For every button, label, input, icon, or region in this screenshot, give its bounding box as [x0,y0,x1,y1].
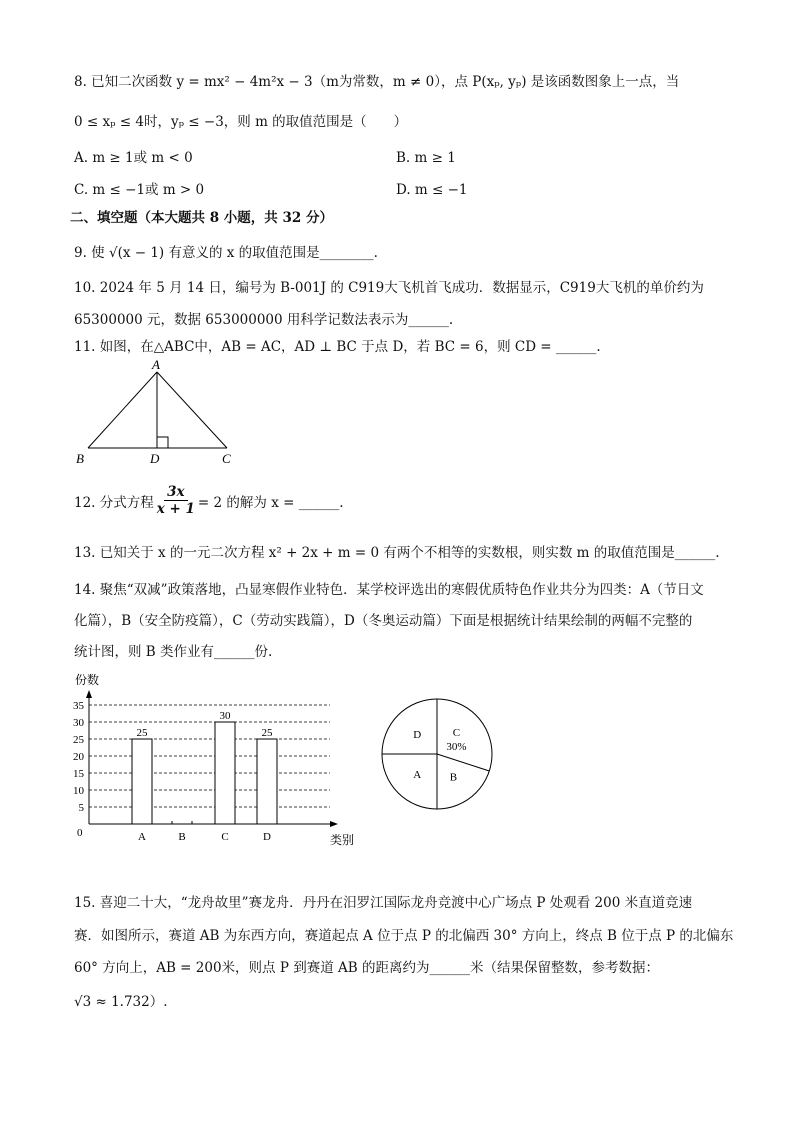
bar-a [132,739,152,824]
x-tick-label: A [138,831,146,843]
q8-option-a: A. m ≥ 1或 m < 0 [74,150,193,166]
bar-value-label: 30 [219,710,231,722]
q8-option-c: C. m ≤ −1或 m > 0 [74,182,205,198]
x-axis-title: 类别 [330,833,355,847]
side-ab [88,372,157,448]
q8-option-d: D. m ≤ −1 [396,182,468,198]
fraction [157,484,195,517]
question-15-line1: 15. 喜迎二十大，“龙舟故里”赛龙舟．丹丹在汨罗江国际龙舟竞渡中心广场点 P 处观看 200 米直道竞速 [74,895,693,911]
q8-stem-line2: 0 ≤ xₚ ≤ 4时，yₚ ≤ −3，则 m 的取值范围是（ ） [74,114,408,130]
question-12 [74,484,344,517]
question-14-line1: 14. 聚焦“双减”政策落地，凸显寒假作业特色．某学校评选出的寒假优质特色作业共分为四类：A（节日文 [74,582,704,598]
origin-label: 0 [77,827,83,839]
y-axis-title: 份数 [75,673,100,687]
question-13: 13. 已知关于 x 的一元二次方程 x² + 2x + m = 0 有两个不相等的实数根，则实数 m 的取值范围是______. [74,545,720,561]
pie-label-d: D [413,729,422,742]
x-axis-arrow [330,821,338,827]
pie-percent-label: 30% [446,740,467,753]
y-axis-arrow [86,690,92,698]
y-tick-label: 15 [73,768,84,780]
q12-suffix: = 2 的解为 x = ______. [197,494,344,511]
question-15-line2: 赛．如图所示，赛道 AB 为东西方向，赛道起点 A 位于点 P 的北偏西 30° 方向上，终点 B 位于点 P 的北偏东 [74,928,734,944]
label-b: B [76,451,84,466]
x-tick-label: D [263,831,271,843]
y-tick-label: 5 [78,802,84,814]
x-tick-label: B [178,831,186,843]
right-angle-mark [157,437,168,448]
x-tick-label: C [221,831,229,843]
y-tick-label: 30 [73,717,84,729]
label-d: D [150,451,160,466]
label-a: A [152,357,160,372]
denominator: x + 1 [156,501,195,517]
pie-label-c: C [452,726,461,739]
y-tick-label: 25 [73,734,84,746]
pie-label-b: B [449,771,458,784]
question-9: 9. 使 √(x − 1) 有意义的 x 的取值范围是________. [74,245,378,261]
q8-stem-line1: 8. 已知二次函数 y = mx² − 4m²x − 3（m为常数，m ≠ 0），点 P(xₚ, yₚ) 是该函数图象上一点，当 [74,74,680,90]
statistics-charts [0,660,794,860]
label-c: C [222,451,231,466]
numerator: 3x [164,484,187,501]
q8-option-b: B. m ≥ 1 [396,150,456,166]
y-tick-label: 20 [73,751,84,763]
question-15-line4: √3 ≈ 1.732）. [74,994,168,1010]
y-tick-label: 10 [73,785,84,797]
question-14-line3: 统计图，则 B 类作业有______份. [74,644,273,660]
y-tick-label: 35 [73,700,84,712]
question-14-line2: 化篇），B（安全防疫篇），C（劳动实践篇），D（冬奥运动篇）下面是根据统计结果绘制的两幅不完整的 [74,613,693,629]
pie-label-a: A [413,768,422,781]
bar-c [215,722,235,824]
bar-value-label: 25 [261,727,273,739]
question-11: 11. 如图，在△ABC中，AB = AC，AD ⊥ BC 于点 D，若 BC = 6，则 CD = ______. [74,339,601,355]
question-10-line2: 65300000 元，数据 653000000 用科学记数法表示为______. [74,312,454,328]
bar-d [257,739,277,824]
q12-prefix: 12. 分式方程 [74,494,154,511]
question-15-line3: 60° 方向上，AB = 200米，则点 P 到赛道 AB 的距离约为______米（结果保留整数，参考数据： [74,960,659,976]
question-10-line1: 10. 2024 年 5 月 14 日，编号为 B-001J 的 C919大飞机首飞成功．数据显示，C919大飞机的单价约为 [74,280,704,296]
bar-value-label: 25 [136,727,148,739]
section-title-fill-in: 二、填空题（本大题共 8 小题，共 32 分） [70,210,333,226]
triangle-figure [0,0,794,476]
